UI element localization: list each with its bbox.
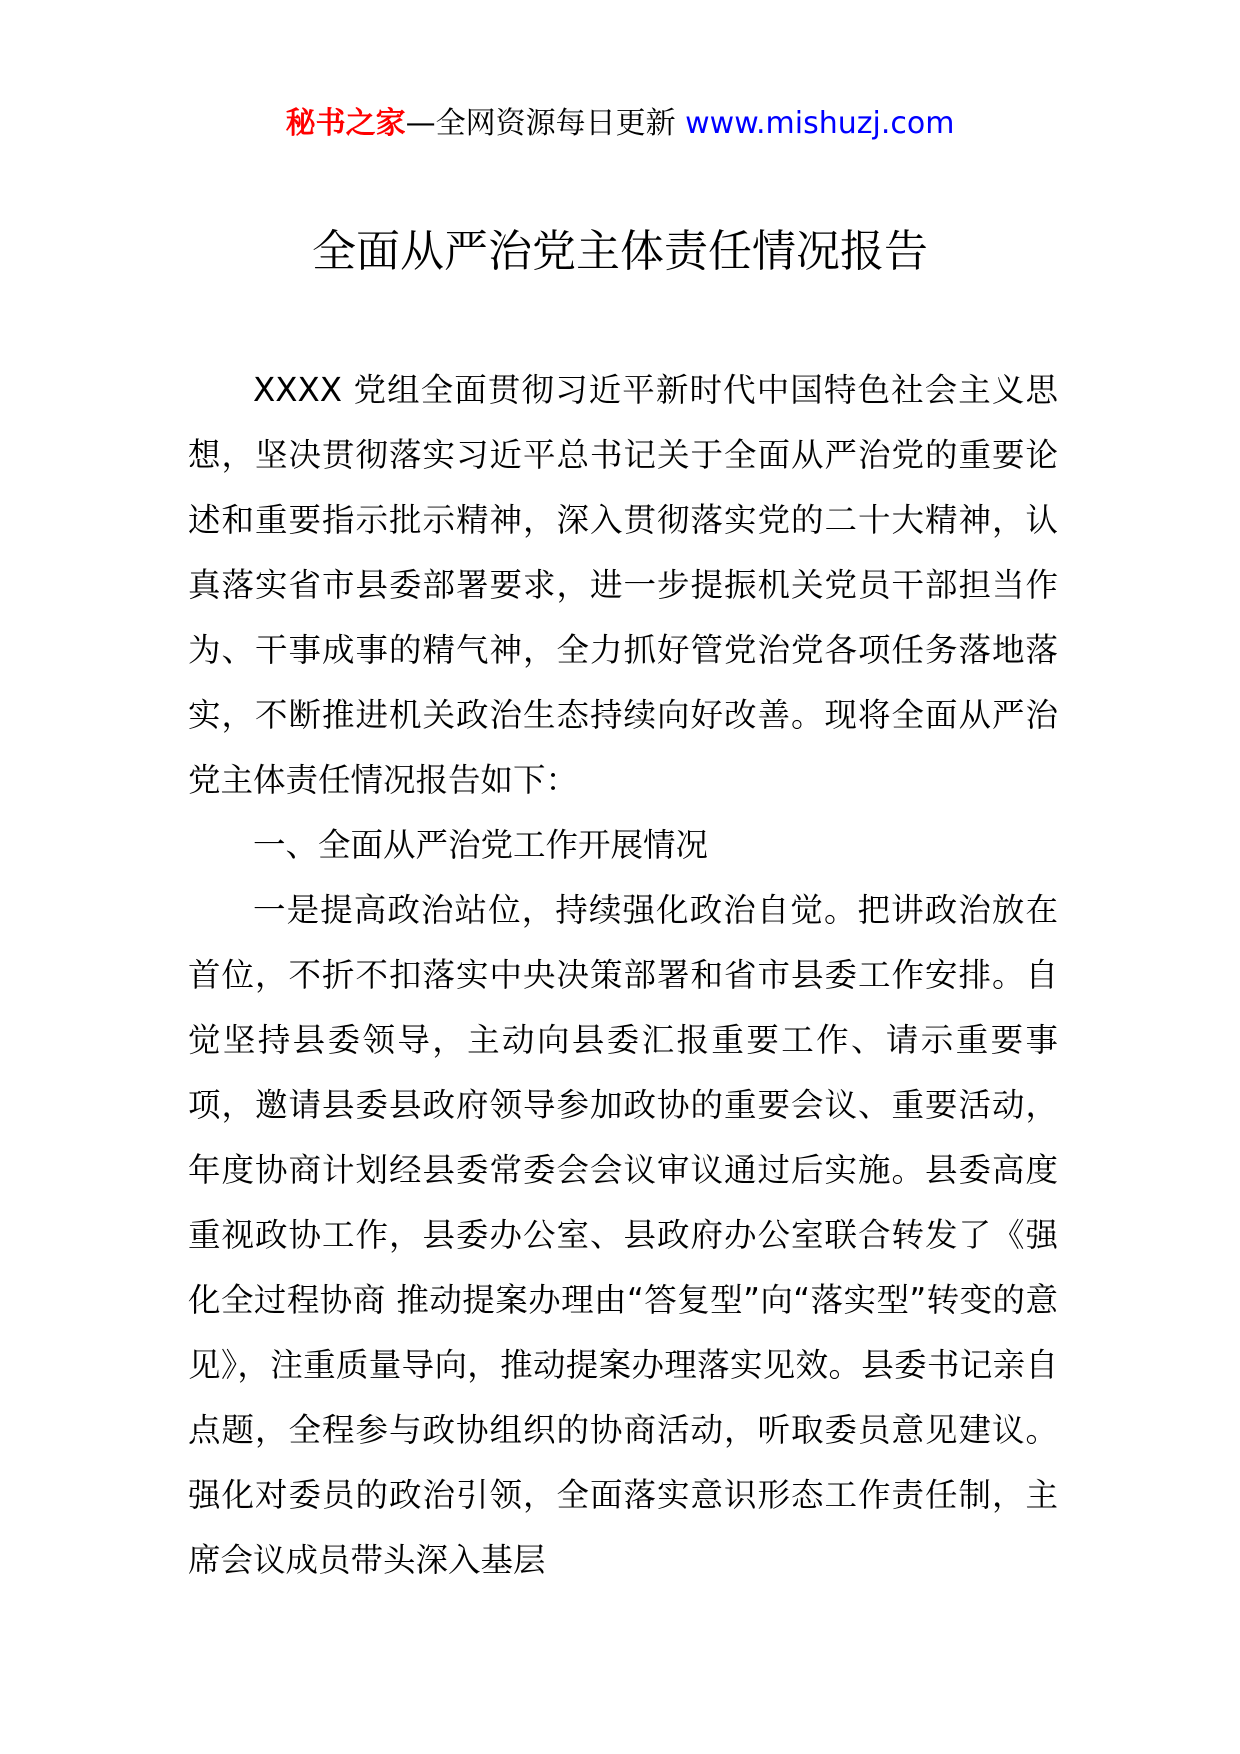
body-paragraph: 一是提高政治站位，持续强化政治自觉。把讲政治放在首位，不折不扣落实中央决策部署和省市县委工作安排。自觉坚持县委领导，主动向县委汇报重要工作、请示重要事项，邀请县委县政府领导参加政协的重要会议、重要活动，年度协商计划经县委常委会会议审议通过后实施。县委高度重视政协工作，县委办公室、县政府办公室联合转发了《强化全过程协商 推动提案办理由“答复型”向“落实型”转变的意见》，注重质量导向，推动提案办理落实见效。县委书记亲自点题，全程参与政协组织的协商活动，听取委员意见建议。强化对委员的政治引领，全面落实意识形态工作责任制，主席会议成员带头深入基层 xyxy=(188,891,1058,1579)
site-url-link[interactable]: www.mishuzj.com xyxy=(685,106,955,141)
document-body xyxy=(188,358,1058,1593)
site-tagline: —全网资源每日更新 xyxy=(405,106,686,141)
section-heading: 一、全面从严治党工作开展情况 xyxy=(253,826,709,864)
intro-paragraph: XXXX 党组全面贯彻习近平新时代中国特色社会主义思想，坚决贯彻落实习近平总书记关于全面从严治党的重要论述和重要指示批示精神，深入贯彻落实党的二十大精神，认真落实省市县委部署要求，进一步提振机关党员干部担当作为、干事成事的精气神，全力抓好管党治党各项任务落地落实，不断推进机关政治生态持续向好改善。现将全面从严治党主体责任情况报告如下： xyxy=(188,371,1058,799)
site-header-banner xyxy=(0,104,1240,144)
site-brand-name: 秘书之家 xyxy=(285,106,406,141)
document-title: 全面从严治党主体责任情况报告 xyxy=(312,226,928,277)
